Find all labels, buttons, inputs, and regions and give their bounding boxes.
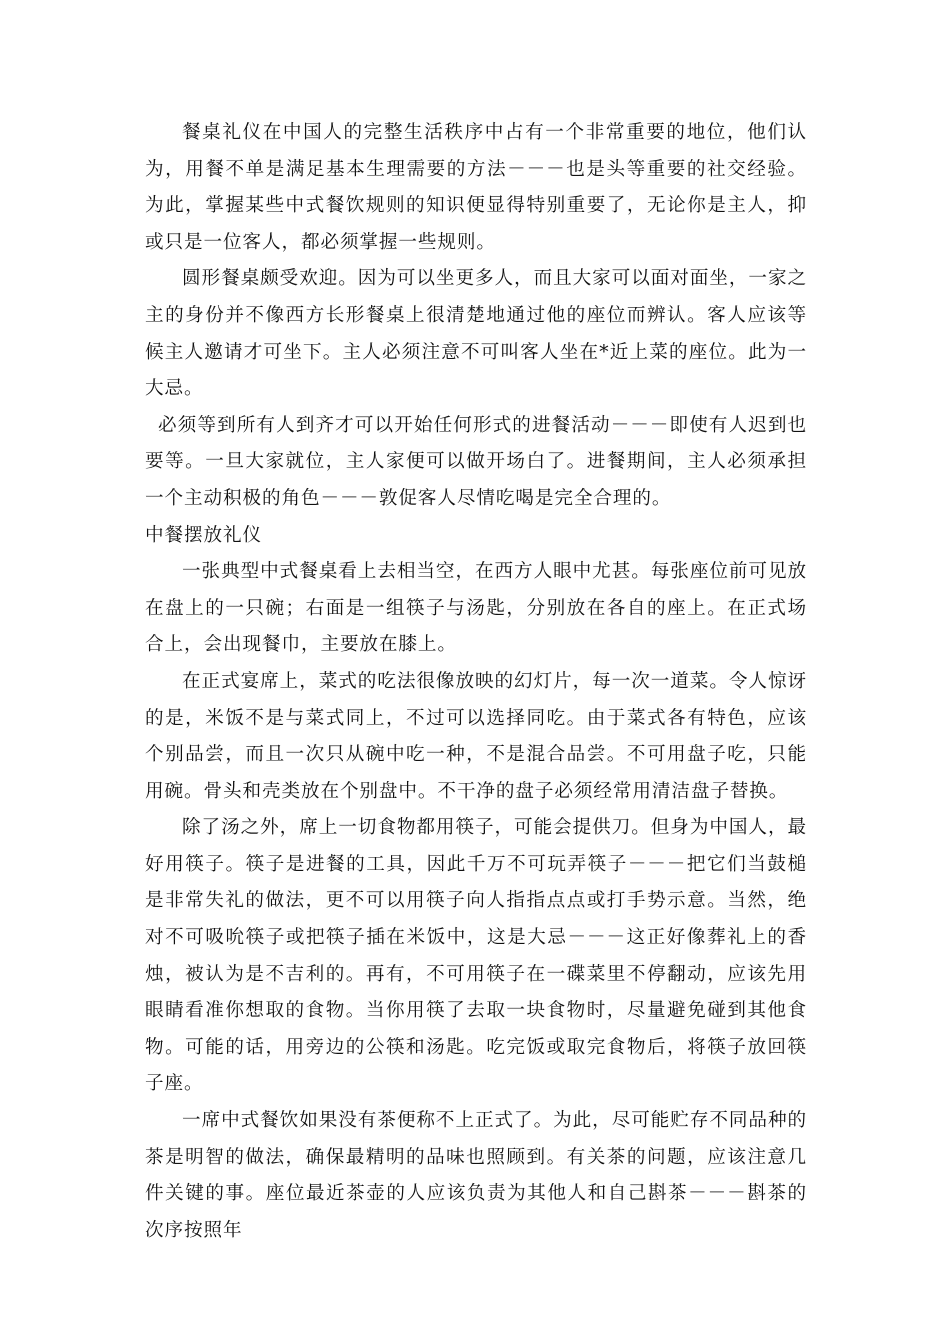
paragraph-formal-banquet: 在正式宴席上，菜式的吃法很像放映的幻灯片，每一次一道菜。令人惊讶的是，米饭不是与菜式同上，不过可以选择同吃。由于菜式各有特色，应该个别品尝，而且一次只从碗中吃一种，不是混合品尝。不可用盘子吃，只能用碗。骨头和壳类放在个别盘中。不干净的盘子必须经常用清洁盘子替换。 (145, 670, 807, 802)
paragraph-chopsticks: 除了汤之外，席上一切食物都用筷子，可能会提供刀。但身为中国人，最好用筷子。筷子是进餐的工具，因此千万不可玩弄筷子－－－把它们当鼓槌是非常失礼的做法，更不可以用筷子向人指指点点或打手势示意。当然，绝对不可吸吮筷子或把筷子插在米饭中，这是大忌－－－这正好像葬礼上的香烛，被认为是不吉利的。再有，不可用筷子在一碟菜里不停翻动，应该先用眼睛看准你想取的食物。当你用筷了去取一块食物时，尽量避免碰到其他食物。可能的话，用旁边的公筷和汤匙。吃完饭或取完食物后，将筷子放回筷子座。 (145, 817, 807, 1095)
paragraph-waiting: 必须等到所有人到齐才可以开始任何形式的进餐活动－－－即使有人迟到也要等。一旦大家就位，主人家便可以做开场白了。进餐期间，主人必须承担一个主动积极的角色－－－敦促客人尽情吃喝是完全合理的。 (145, 414, 807, 509)
paragraph-round-table: 圆形餐桌颇受欢迎。因为可以坐更多人，而且大家可以面对面坐，一家之主的身份并不像西方长形餐桌上很清楚地通过他的座位而辨认。客人应该等候主人邀请才可坐下。主人必须注意不可叫客人坐在*近上菜的座位。此为一大忌。 (145, 268, 807, 400)
paragraph-table-setting: 一张典型中式餐桌看上去相当空，在西方人眼中尤甚。每张座位前可见放在盘上的一只碗；右面是一组筷子与汤匙，分别放在各自的座上。在正式场合上，会出现餐巾，主要放在膝上。 (145, 561, 807, 656)
document-page (145, 115, 807, 1249)
paragraph-intro: 餐桌礼仪在中国人的完整生活秩序中占有一个非常重要的地位，他们认为，用餐不单是满足基本生理需要的方法－－－也是头等重要的社交经验。为此，掌握某些中式餐饮规则的知识便显得特别重要了，无论你是主人，抑或只是一位客人，都必须掌握一些规则。 (145, 122, 807, 253)
paragraph-tea: 一席中式餐饮如果没有茶便称不上正式了。为此，尽可能贮存不同品种的茶是明智的做法，确保最精明的品味也照顾到。有关茶的问题，应该注意几件关键的事。座位最近茶壶的人应该负责为其他人和自己斟茶－－－斟茶的次序按照年 (145, 1110, 807, 1241)
section-heading: 中餐摆放礼仪 (145, 524, 262, 546)
